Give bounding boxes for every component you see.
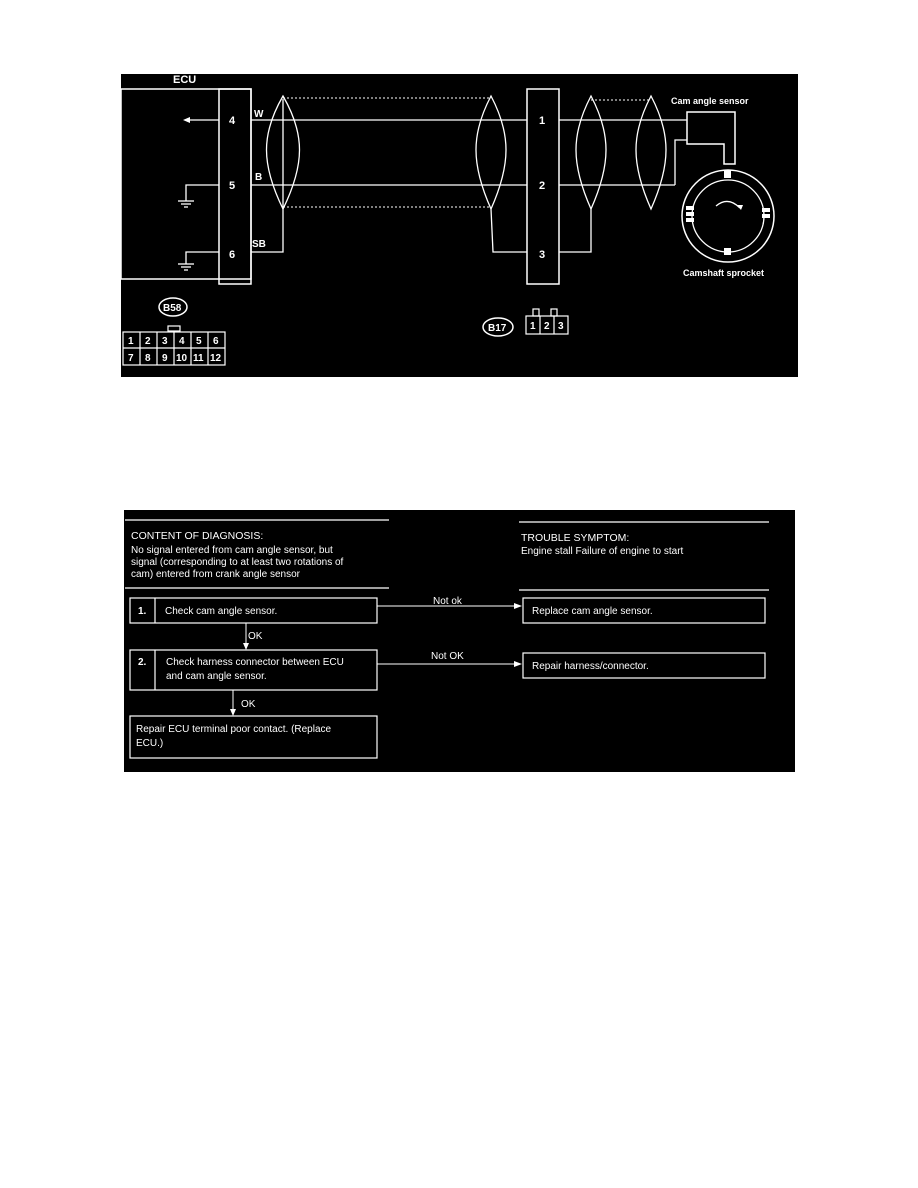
junction-terminal-2: 2 bbox=[539, 180, 546, 192]
connector-b17 bbox=[483, 309, 568, 336]
b58-pin: 1 bbox=[128, 336, 134, 347]
ground-wire-5 bbox=[186, 185, 219, 201]
step-2-action: Repair harness/connector. bbox=[532, 661, 649, 672]
diagnosis-line: cam) entered from crank angle sensor bbox=[131, 569, 300, 580]
step-2-number: 2. bbox=[138, 657, 147, 668]
b17-pin: 3 bbox=[558, 321, 564, 332]
b58-pin: 2 bbox=[145, 336, 151, 347]
step-1-action: Replace cam angle sensor. bbox=[532, 606, 653, 617]
ok-2-label: OK bbox=[241, 699, 256, 710]
ecu-terminal-4: 4 bbox=[229, 115, 236, 127]
ecu-terminal-5: 5 bbox=[229, 180, 236, 192]
final-line: ECU.) bbox=[136, 738, 164, 749]
signal-arrow-icon bbox=[183, 117, 190, 123]
step-1-ng-label: Not ok bbox=[433, 596, 462, 607]
b58-pin: 8 bbox=[145, 353, 151, 364]
b58-pin: 10 bbox=[176, 353, 188, 364]
wire-color-w: W bbox=[254, 109, 264, 120]
b58-pin: 6 bbox=[213, 336, 219, 347]
wiring-diagram bbox=[121, 74, 798, 377]
camshaft-sprocket-icon bbox=[682, 170, 774, 262]
wire-right-3 bbox=[559, 209, 591, 252]
wire-sensor-2 bbox=[675, 140, 687, 185]
b58-pin: 12 bbox=[210, 353, 222, 364]
shield-ellipse-3 bbox=[576, 96, 606, 209]
ok-1-label: OK bbox=[248, 631, 263, 642]
final-line: Repair ECU terminal poor contact. (Replace bbox=[136, 724, 332, 735]
b58-pin: 7 bbox=[128, 353, 134, 364]
b17-pin: 1 bbox=[530, 321, 536, 332]
b58-pin: 9 bbox=[162, 353, 168, 364]
arrow-right-icon bbox=[514, 603, 522, 609]
step-2-ng-label: Not OK bbox=[431, 651, 464, 662]
step-2-line: and cam angle sensor. bbox=[166, 671, 267, 682]
diagnosis-line: No signal entered from cam angle sensor, but bbox=[131, 545, 333, 556]
ground-icon-1 bbox=[178, 201, 194, 207]
symptom-heading: TROUBLE SYMPTOM: bbox=[521, 532, 630, 544]
step-2-box bbox=[130, 650, 377, 690]
ground-wire-6 bbox=[186, 252, 219, 264]
symptom-text: Engine stall Failure of engine to start bbox=[521, 546, 684, 557]
shield-ellipse-2 bbox=[476, 96, 506, 209]
final-box bbox=[130, 716, 377, 758]
connector-b58-label: B58 bbox=[163, 303, 182, 314]
ecu-terminal-6: 6 bbox=[229, 249, 236, 261]
arrow-down-icon bbox=[243, 643, 249, 650]
b17-pin: 2 bbox=[544, 321, 550, 332]
diagnosis-line: signal (corresponding to at least two rotations of bbox=[131, 557, 344, 568]
wiring-svg bbox=[121, 74, 798, 377]
wire-color-b: B bbox=[255, 172, 263, 183]
ecu-label: ECU bbox=[173, 74, 197, 86]
junction-terminal-1: 1 bbox=[539, 115, 546, 127]
wire-color-sb: SB bbox=[252, 239, 266, 250]
step-2-line: Check harness connector between ECU bbox=[166, 657, 344, 668]
ground-icon-2 bbox=[178, 264, 194, 270]
sprocket-label: Camshaft sprocket bbox=[683, 268, 765, 278]
flowchart-svg bbox=[124, 510, 795, 772]
step-1-text: Check cam angle sensor. bbox=[165, 606, 278, 617]
b58-pin: 4 bbox=[179, 336, 185, 347]
junction-terminal-3: 3 bbox=[539, 249, 546, 261]
diagnosis-heading: CONTENT OF DIAGNOSIS: bbox=[131, 530, 264, 542]
b58-pin: 11 bbox=[193, 353, 204, 364]
shield-drain-wire bbox=[491, 209, 527, 252]
connector-b17-label: B17 bbox=[488, 323, 507, 334]
connector-b58 bbox=[123, 298, 225, 365]
cam-angle-sensor bbox=[687, 112, 735, 164]
b58-pin: 5 bbox=[196, 336, 202, 347]
b58-pin: 3 bbox=[162, 336, 168, 347]
arrow-down-icon bbox=[230, 709, 236, 716]
diagnosis-flowchart bbox=[124, 510, 795, 772]
shield-ellipse-4 bbox=[636, 96, 666, 209]
sensor-label: Cam angle sensor bbox=[671, 96, 749, 106]
step-1-number: 1. bbox=[138, 606, 147, 617]
arrow-right-icon bbox=[514, 661, 522, 667]
